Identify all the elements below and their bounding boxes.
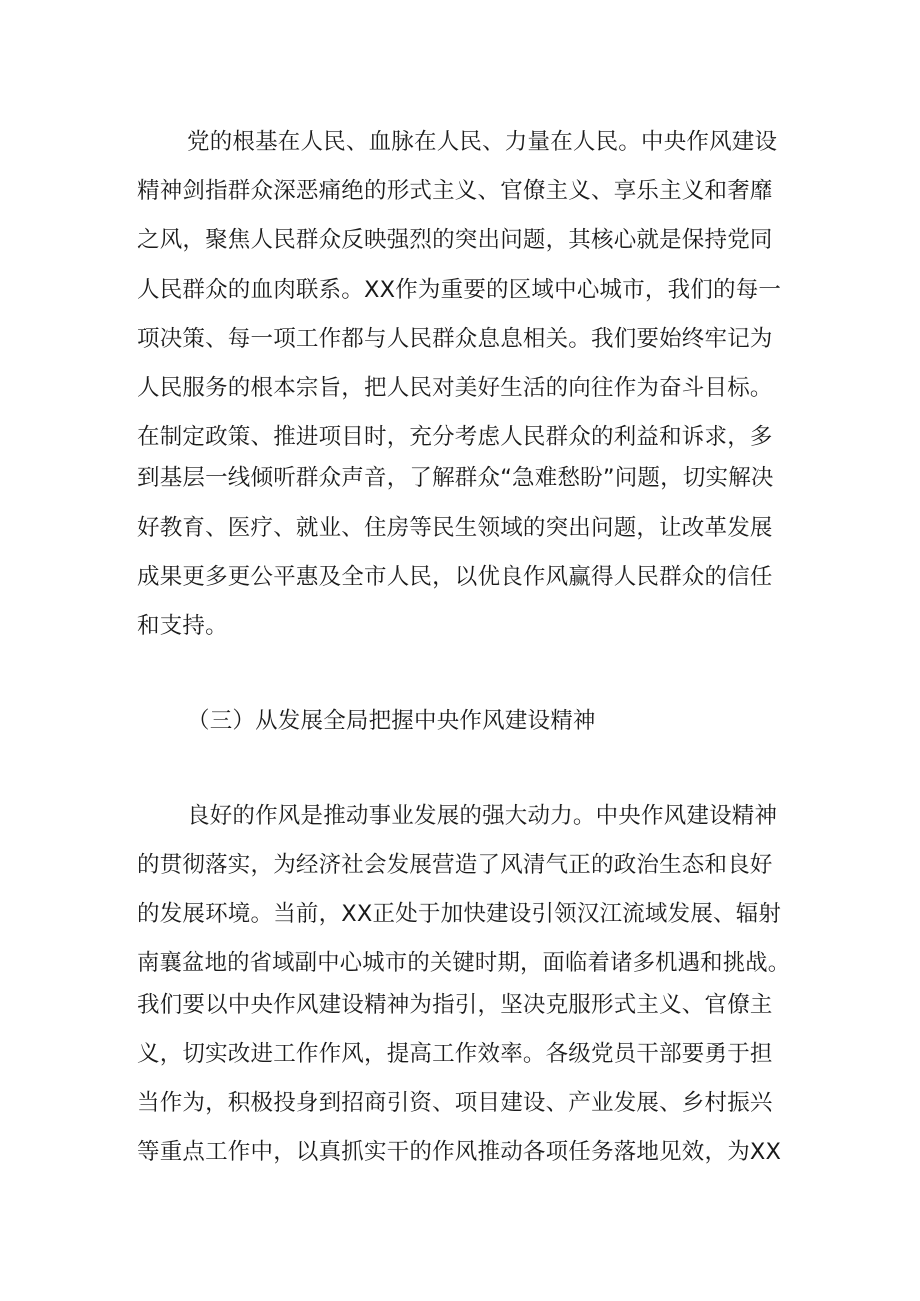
paragraph-2-line-7: 当作为，积极投身到招商引资、项目建设、产业发展、乡村振兴 <box>137 1090 773 1116</box>
paragraph-2-line-5: 我们要以中央作风建设精神为指引，坚决克服形式主义、官僚主 <box>137 992 773 1018</box>
paragraph-1-line-6: 人民服务的根本宗旨，把人民对美好生活的向往作为奋斗目标。 <box>137 375 773 401</box>
paragraph-2-line-3: 的发展环境。当前，XX正处于加快建设引领汉江流域发展、辐射 <box>137 901 782 927</box>
paragraph-1-line-11: 和支持。 <box>137 613 228 639</box>
paragraph-1-line-8: 到基层一线倾听群众声音，了解群众“急难愁盼”问题，切实解决 <box>137 465 774 491</box>
paragraph-1-line-2: 精神剑指群众深恶痛绝的形式主义、官僚主义、享乐主义和奢靡 <box>137 178 773 204</box>
paragraph-2-line-4: 南襄盆地的省域副中心城市的关键时期，面临着诸多机遇和挑战。 <box>137 950 791 976</box>
paragraph-1-line-7: 在制定政策、推进项目时，充分考虑人民群众的利益和诉求，多 <box>137 424 773 450</box>
paragraph-1-line-10: 成果更多更公平惠及全市人民，以优良作风赢得人民群众的信任 <box>137 564 773 590</box>
paragraph-2-line-2: 的贯彻落实，为经济社会发展营造了风清气正的政治生态和良好 <box>137 852 773 878</box>
paragraph-1-line-3: 之风，聚焦人民群众反映强烈的突出问题，其核心就是保持党同 <box>137 227 773 253</box>
paragraph-1-line-4: 人民群众的血肉联系。XX作为重要的区域中心城市，我们的每一 <box>137 277 782 303</box>
paragraph-2-line-1: 良好的作风是推动事业发展的强大动力。中央作风建设精神 <box>187 803 778 829</box>
paragraph-1-line-9: 好教育、医疗、就业、住房等民生领域的突出问题，让改革发展 <box>137 515 773 541</box>
paragraph-2-line-6: 义，切实改进工作作风，提高工作效率。各级党员干部要勇于担 <box>137 1041 773 1067</box>
paragraph-2-line-8: 等重点工作中，以真抓实干的作风推动各项任务落地见效，为XX <box>137 1139 782 1165</box>
paragraph-1-line-5: 项决策、每一项工作都与人民群众息息相关。我们要始终牢记为 <box>137 326 773 352</box>
paragraph-1-line-1: 党的根基在人民、血脉在人民、力量在人民。中央作风建设 <box>187 129 778 155</box>
section-heading: （三）从发展全局把握中央作风建设精神 <box>187 708 596 734</box>
